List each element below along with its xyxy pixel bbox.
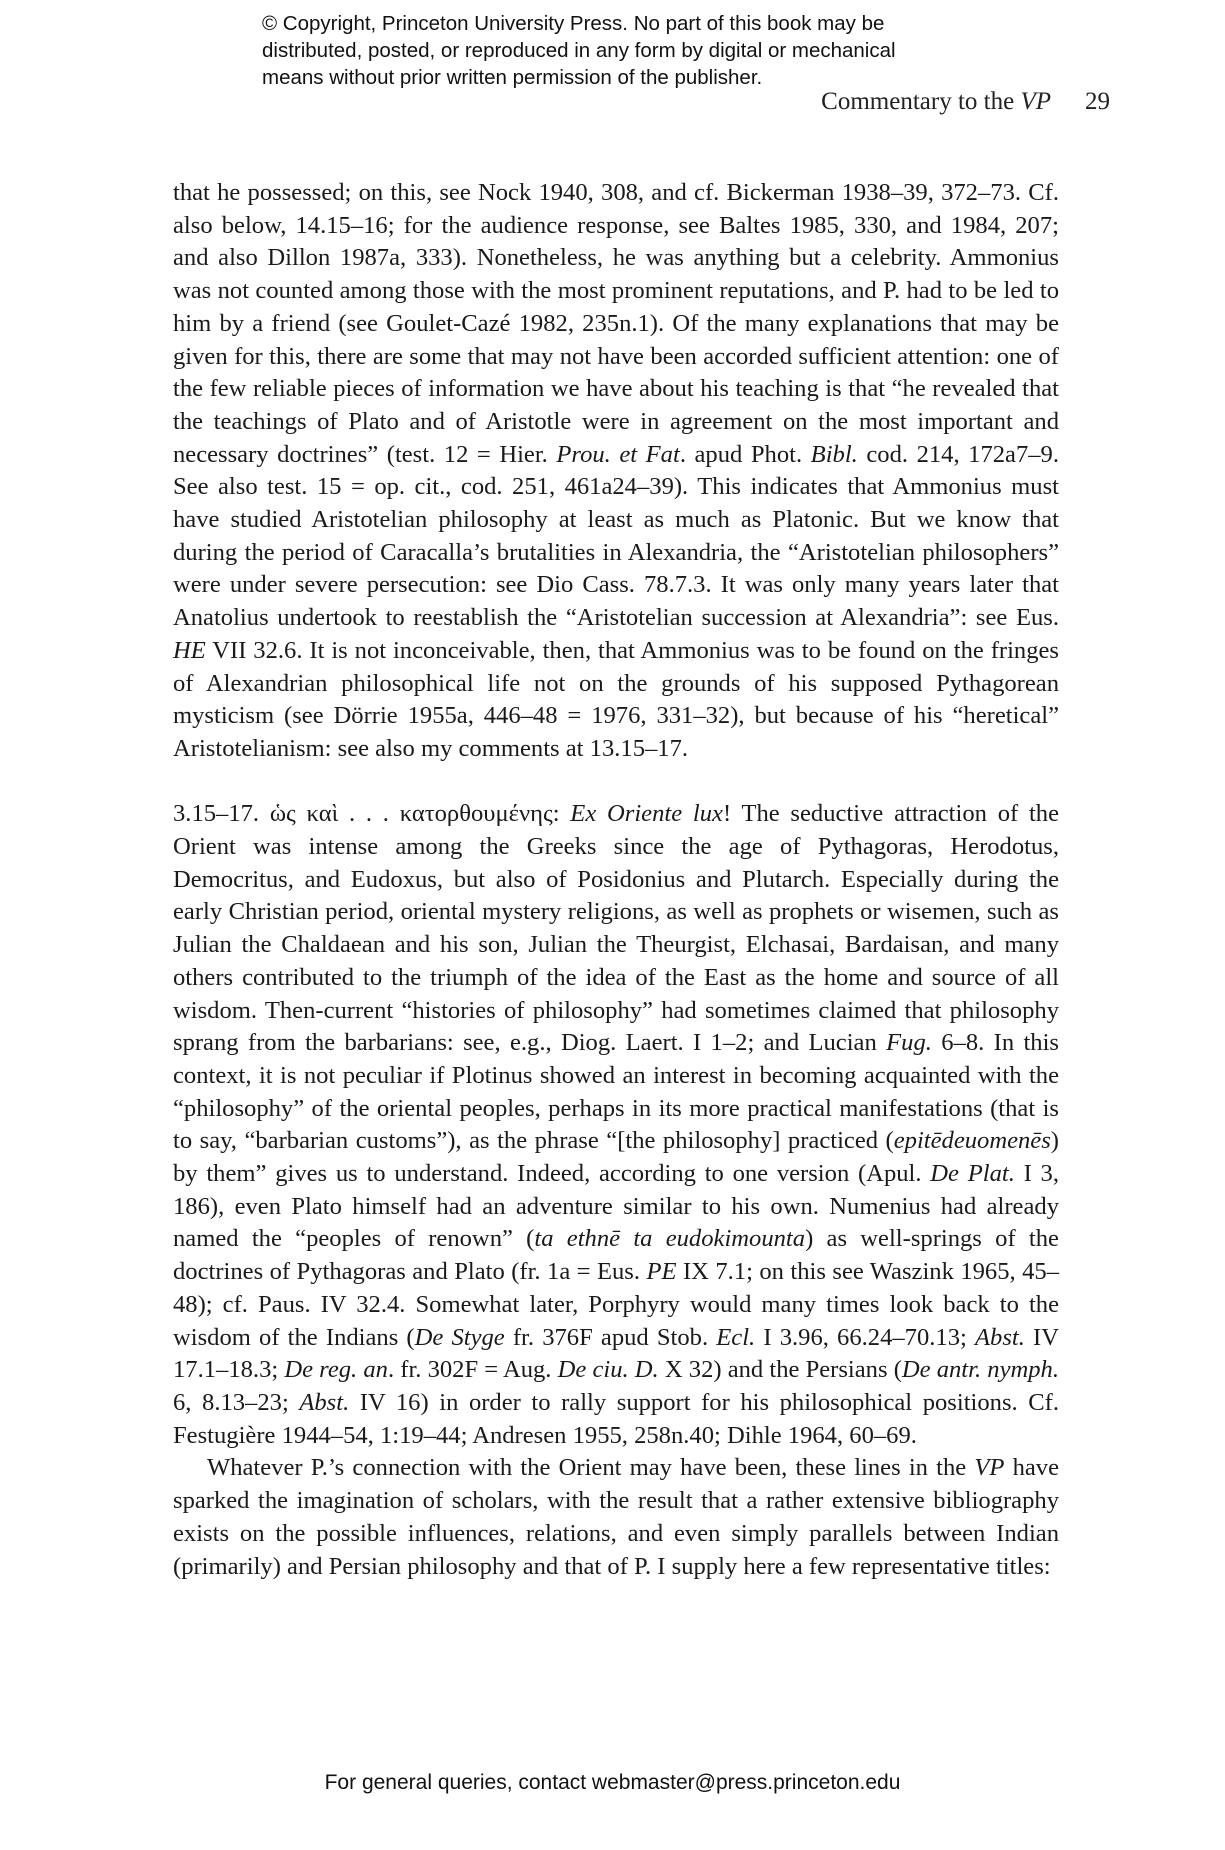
copyright-line-3: means without prior written permission of the publisher. (262, 66, 763, 89)
paragraph-ammonius: that he possessed; on this, see Nock 1940, 308, and cf. Bickerman 1938–39, 372–73. Cf. also below, 14.15–16; for the audience response, see Baltes 1985, 330, and 1984, 207; and also Dillon 1987a, 333). Nonetheless, he was anything but a celebrity. Ammonius was not counted among those with the most prominent reputations, and P. had to be led to him by a friend (see Goulet-Cazé 1982, 235n.1). Of the many explanations that may be given for this, there are some that may not have been accorded sufficient attention: one of the few reliable pieces of information we have about his teaching is that “he revealed that the teachings of Plato and of Aristotle were in agreement on the most important and necessary doctrines” (test. 12 = Hier. Prou. et Fat. apud Phot. Bibl. cod. 214, 172a7–9. See also test. 15 = op. cit., cod. 251, 461a24–39). This indicates that Ammonius must have studied Aristotelian philosophy at least as much as Platonic. But we know that during the period of Caracalla’s brutalities in Alexandria, the “Aristotelian philosophers” were under severe persecution: see Dio Cass. 78.7.3. It was only many years later that Anatolius undertook to reestablish the “Aristotelian succession at Alexandria”: see Eus. HE VII 32.6. It is not inconceivable, then, that Ammonius was to be found on the fringes of Alexandrian philosophical life not on the grounds of his supposed Pythagorean mysticism (see Dörrie 1955a, 446–48 = 1976, 331–32), but because of his “heretical” Aristotelianism: see also my comments at 13.15–17. (173, 179, 1059, 762)
paragraph-orient-connection: Whatever P.’s connection with the Orient may have been, these lines in the VP have sparked the imagination of scholars, with the result that a rather extensive bibliography exists on the possible influences, relations, and even simply parallels between Indian (primarily) and Persian philosophy and that of P. I supply here a few representative titles: (173, 1454, 1059, 1580)
lemma-reference: 3.15–17. (173, 800, 260, 828)
commentary-text (173, 177, 1059, 1583)
page-number: 29 (1085, 88, 1110, 115)
lemma-greek: ὡς καὶ . . . κατορθουμένης: (269, 800, 560, 828)
running-head-title: Commentary to the VP (821, 88, 1051, 115)
running-head (821, 88, 1110, 116)
copyright-notice (262, 10, 982, 91)
running-head-title-italic: VP (1020, 88, 1051, 115)
copyright-line-1: © Copyright, Princeton University Press. No part of this book may be (262, 12, 885, 35)
paragraph-ex-oriente-lux: 3.15–17. ὡς καὶ . . . κατορθουμένης: Ex Oriente lux! The seductive attraction of the Orient was intense among the Greeks since the age of Pythagoras, Herodotus, Democritus, and Eudoxus, but also of Posidonius and Plutarch. Especially during the early Christian period, oriental mystery religions, as well as prophets or wisemen, such as Julian the Chaldaean and his son, Julian the Theurgist, Elchasai, Bardaisan, and many others contributed to the triumph of the idea of the East as the home and source of all wisdom. Then-current “histories of philosophy” had sometimes claimed that philosophy sprang from the barbarians: see, e.g., Diog. Laert. I 1–2; and Lucian Fug. 6–8. In this context, it is not peculiar if Plotinus showed an interest in becoming acquainted with the “philosophy” of the oriental peoples, perhaps in its more practical manifestations (that is to say, “barbarian customs”), as the phrase “[the philosophy] practiced (epitēdeuomenēs) by them” gives us to understand. Indeed, according to one version (Apul. De Plat. I 3, 186), even Plato himself had an adventure similar to his own. Numenius had already named the “peoples of renown” (ta ethnē ta eudokimounta) as well-springs of the doctrines of Pythagoras and Plato (fr. 1a = Eus. PE IX 7.1; on this see Waszink 1965, 45–48); cf. Paus. IV 32.4. Somewhat later, Porphyry would many times look back to the wisdom of the Indians (De Styge fr. 376F apud Stob. Ecl. I 3.96, 66.24–70.13; Abst. IV 17.1–18.3; De reg. an. fr. 302F = Aug. De ciu. D. X 32) and the Persians (De antr. nymph. 6, 8.13–23; Abst. IV 16) in order to rally support for his philosophical positions. Cf. Festugière 1944–54, 1:19–44; Andresen 1955, 258n.40; Dihle 1964, 60–69. (173, 800, 1060, 1449)
copyright-line-2: distributed, posted, or reproduced in any form by digital or mechanical (262, 39, 896, 62)
footer-contact: For general queries, contact webmaster@press.princeton.edu (324, 1771, 901, 1794)
